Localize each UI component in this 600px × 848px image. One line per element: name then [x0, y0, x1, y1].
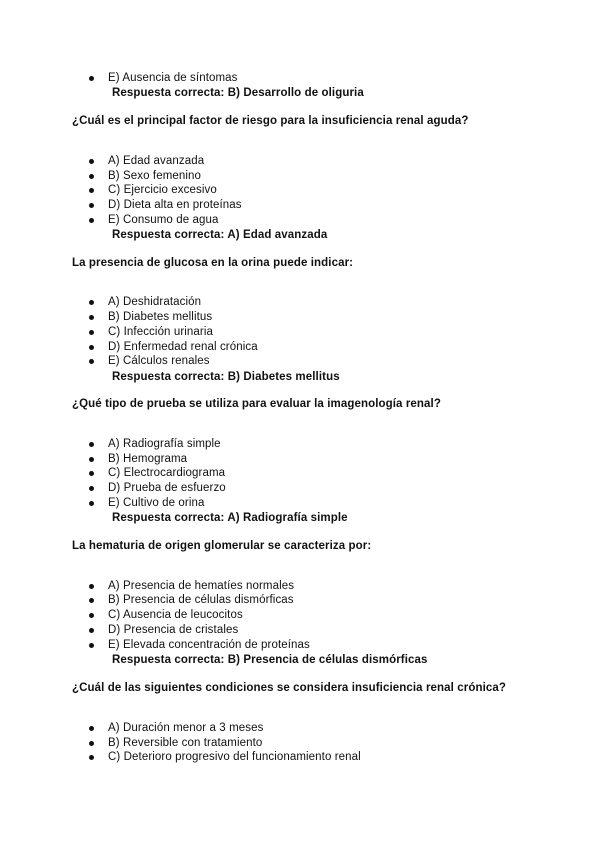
- bullet-icon: [89, 174, 94, 179]
- question-title: La presencia de glucosa en la orina puede indicar:: [72, 257, 354, 269]
- option-item: B) Presencia de células dismórficas: [108, 594, 294, 606]
- option-item: E) Ausencia de síntomas: [108, 72, 238, 84]
- bullet-icon: [89, 315, 94, 320]
- option-item: E) Consumo de agua: [108, 214, 219, 226]
- bullet-icon: [89, 76, 94, 81]
- option-item: D) Prueba de esfuerzo: [108, 482, 226, 494]
- bullet-icon: [89, 330, 94, 335]
- option-item: E) Elevada concentración de proteínas: [108, 639, 310, 651]
- bullet-icon: [89, 486, 94, 491]
- correct-answer: Respuesta correcta: B) Desarrollo de oliguria: [112, 87, 364, 99]
- bullet-icon: [89, 726, 94, 731]
- option-item: E) Cultivo de orina: [108, 497, 205, 509]
- correct-answer: Respuesta correcta: A) Edad avanzada: [112, 229, 328, 241]
- option-item: A) Deshidratación: [108, 296, 202, 308]
- option-item: A) Edad avanzada: [108, 155, 205, 167]
- bullet-icon: [89, 345, 94, 350]
- correct-answer: Respuesta correcta: B) Presencia de células dismórficas: [112, 654, 428, 666]
- option-item: D) Enfermedad renal crónica: [108, 341, 258, 353]
- bullet-icon: [89, 203, 94, 208]
- option-item: A) Duración menor a 3 meses: [108, 722, 264, 734]
- option-item: C) Infección urinaria: [108, 326, 214, 338]
- bullet-icon: [89, 457, 94, 462]
- option-item: E) Cálculos renales: [108, 355, 210, 367]
- option-item: D) Dieta alta en proteínas: [108, 199, 242, 211]
- bullet-icon: [89, 628, 94, 633]
- bullet-icon: [89, 755, 94, 760]
- bullet-icon: [89, 613, 94, 618]
- bullet-icon: [89, 300, 94, 305]
- bullet-icon: [89, 584, 94, 589]
- option-item: C) Deterioro progresivo del funcionamiento renal: [108, 751, 361, 763]
- correct-answer: Respuesta correcta: B) Diabetes mellitus: [112, 371, 340, 383]
- bullet-icon: [89, 359, 94, 364]
- option-item: C) Electrocardiograma: [108, 467, 226, 479]
- bullet-icon: [89, 188, 94, 193]
- bullet-icon: [89, 471, 94, 476]
- bullet-icon: [89, 218, 94, 223]
- bullet-icon: [89, 442, 94, 447]
- option-item: A) Radiografía simple: [108, 438, 221, 450]
- option-item: A) Presencia de hematíes normales: [108, 580, 295, 592]
- bullet-icon: [89, 741, 94, 746]
- option-item: C) Ausencia de leucocitos: [108, 609, 243, 621]
- option-item: B) Diabetes mellitus: [108, 311, 213, 323]
- option-item: B) Sexo femenino: [108, 170, 202, 182]
- bullet-icon: [89, 643, 94, 648]
- question-title: ¿Cuál es el principal factor de riesgo para la insuficiencia renal aguda?: [72, 115, 469, 127]
- correct-answer: Respuesta correcta: A) Radiografía simple: [112, 512, 348, 524]
- option-item: D) Presencia de cristales: [108, 624, 239, 636]
- option-item: B) Reversible con tratamiento: [108, 737, 263, 749]
- option-item: B) Hemograma: [108, 453, 188, 465]
- question-title: La hematuria de origen glomerular se caracteriza por:: [72, 540, 372, 552]
- question-title: ¿Qué tipo de prueba se utiliza para evaluar la imagenología renal?: [72, 398, 441, 410]
- bullet-icon: [89, 501, 94, 506]
- question-title: ¿Cuál de las siguientes condiciones se considera insuficiencia renal crónica?: [72, 682, 506, 694]
- bullet-icon: [89, 598, 94, 603]
- option-item: C) Ejercicio excesivo: [108, 184, 217, 196]
- bullet-icon: [89, 159, 94, 164]
